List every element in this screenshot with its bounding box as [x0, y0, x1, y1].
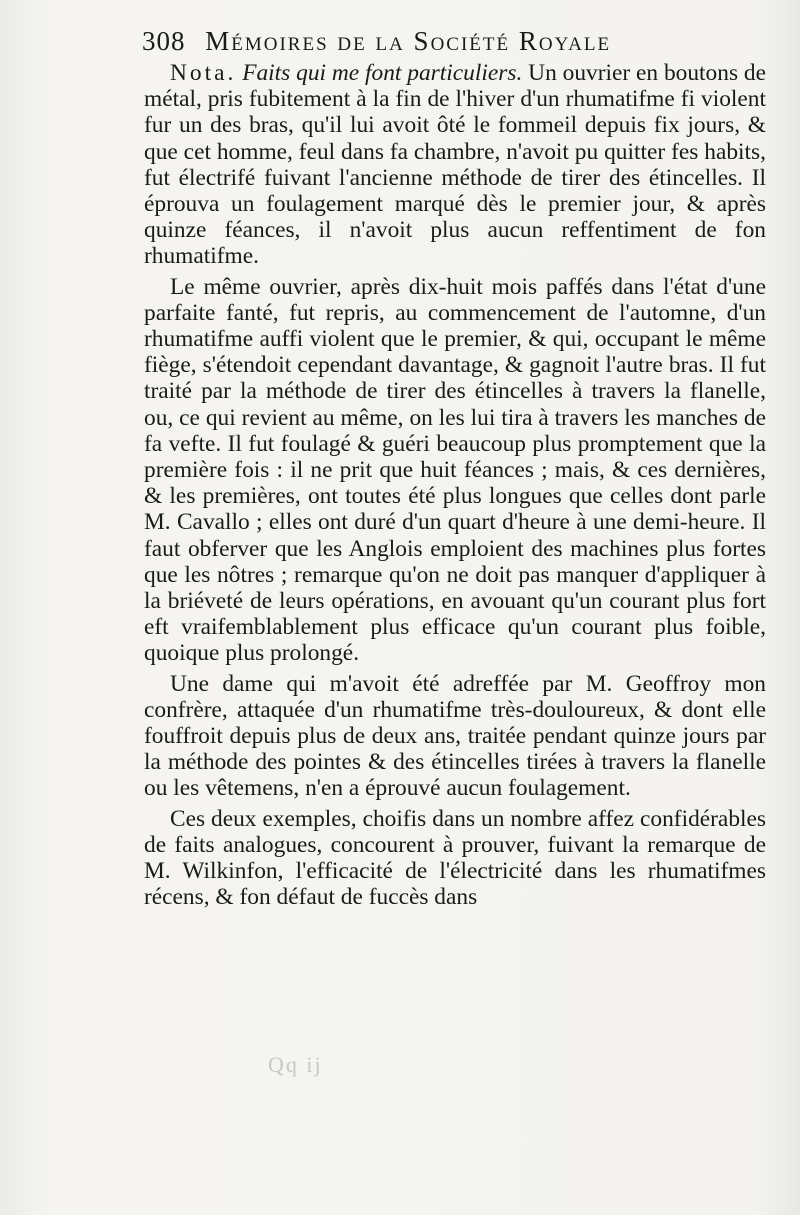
body-text	[144, 60, 766, 915]
page-number: 308	[142, 26, 186, 56]
paragraph-nota	[144, 60, 766, 270]
paragraph-text: Un ouvrier en boutons de métal, pris fubitement à la fin de l'hiver d'un rhumatifme fi violent fur un des bras, qu'il lui avoit ôté le fommeil depuis fix jours, & que cet homme, feul dans fa chambre, n'avoit pu quitter fes habits, fut électrifé fuivant l'ancienne méthode de tirer des étincelles. Il éprouva un foulagement marqué dès le premier jour, & après quinze féances, il n'avoit plus aucun reffentiment de fon rhumatifme.	[144, 60, 766, 270]
signature-mark: Qq ij	[268, 1052, 323, 1077]
nota-label: Nota.	[170, 60, 237, 86]
paragraph: Une dame qui m'avoit été adreffée par M. Geoffroy mon confrère, attaquée d'un rhumatifme très-douloureux, & dont elle fouffroit depuis plus de deux ans, traitée pendant quinze jours par la méthode des pointes & des étincelles tirées à travers la flanelle ou les vêtemens, n'en a éprouvé aucun foulagement.	[144, 670, 766, 802]
paragraph: Ces deux exemples, choifis dans un nombre affez confidérables de faits analogues, concourent à prouver, fuivant la remarque de M. Wilkinfon, l'efficacité de l'électricité dans les rhumatifmes récens, & fon défaut de fuccès dans	[144, 805, 766, 911]
paragraph: Le même ouvrier, après dix-huit mois paffés dans l'état d'une parfaite fanté, fut repris, au commencement de l'automne, d'un rhumatifme auffi violent que le premier, & qui, occupant le même fiège, s'étendoit cependant davantage, & gagnoit l'autre bras. Il fut traité par la méthode de tirer des étincelles à travers la flanelle, ou, ce qui revient au même, on les lui tira à travers les manches de fa vefte. Il fut foulagé & guéri beaucoup plus promptement que la première fois : il ne prit que huit féances ; mais, & ces dernières, & les premières, ont toutes été plus longues que celles dont parle M. Cavallo ; elles ont duré d'un quart d'heure à une demi-heure. Il faut obferver que les Anglois emploient des machines plus fortes que les nôtres ; remarque qu'on ne doit pas manquer d'appliquer à la briéveté de leurs opérations, en avouant qu'un courant plus fort eft vraifemblablement plus efficace qu'un courant plus foible, quoique plus prolongé.	[144, 273, 766, 667]
running-title: Mémoires de la Société Royale	[205, 26, 612, 56]
running-header	[142, 26, 702, 62]
nota-title: Faits qui me font particuliers.	[242, 60, 523, 86]
